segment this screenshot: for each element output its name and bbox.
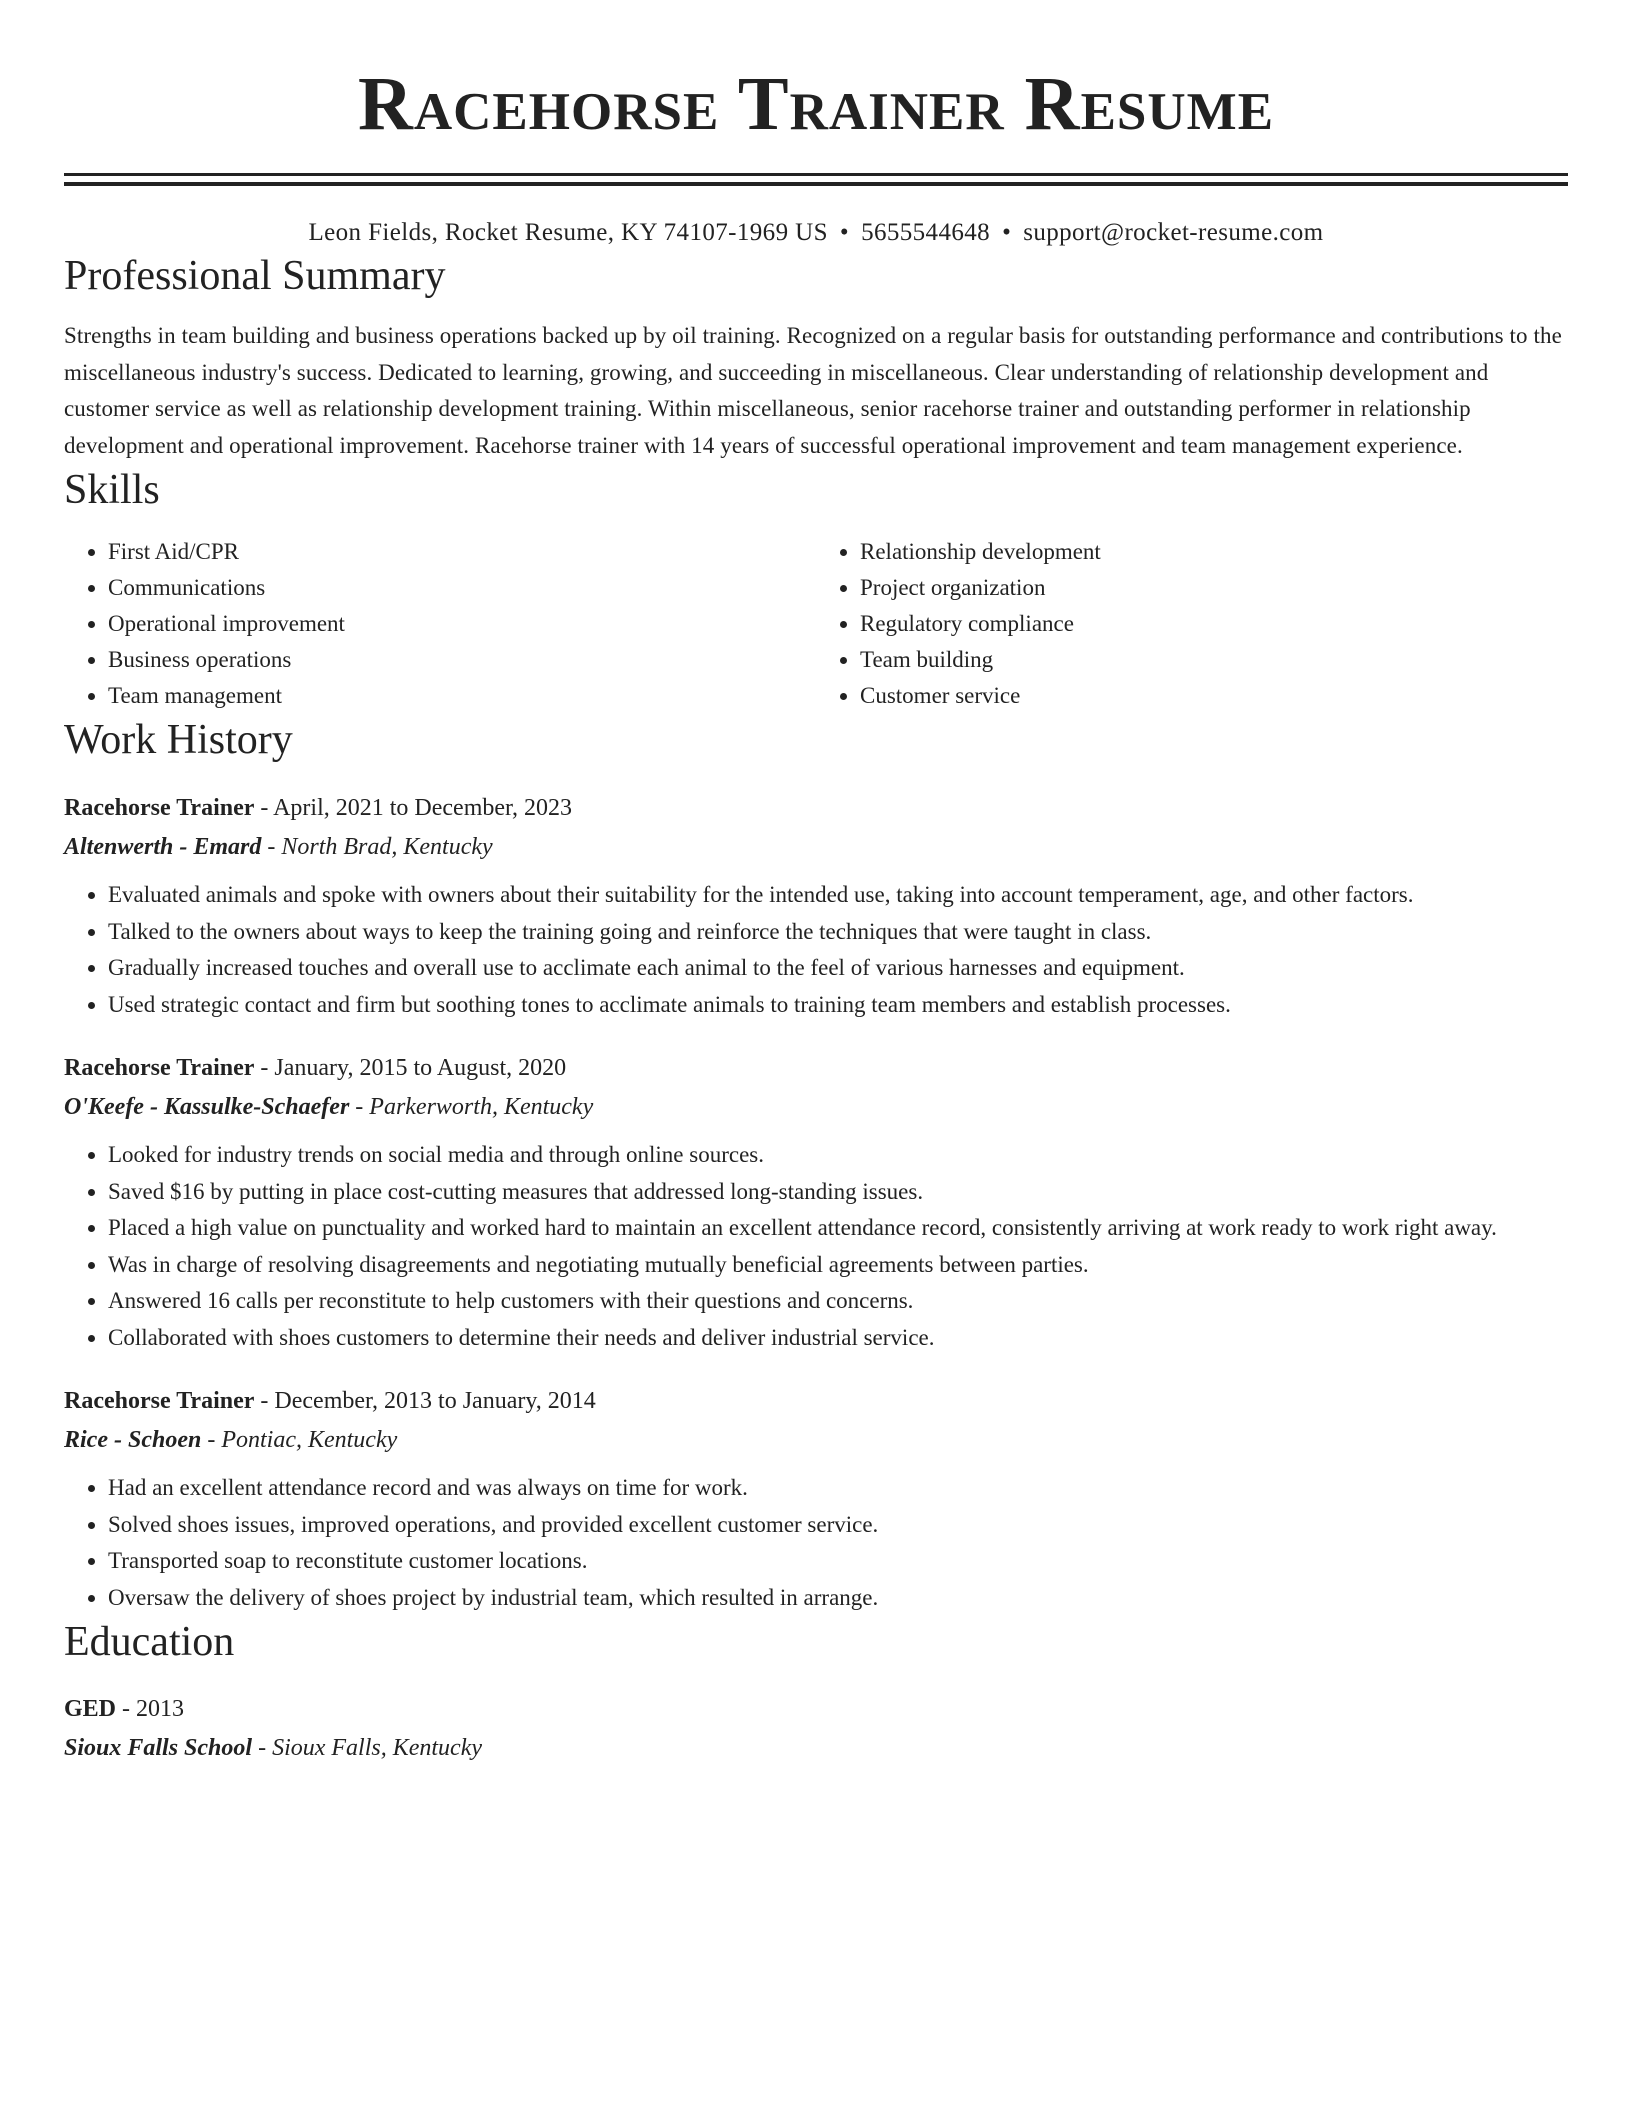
job-company: O'Keefe - Kassulke-Schaefer <box>64 1094 350 1120</box>
job-company: Altenwerth - Emard <box>64 834 262 860</box>
job-bullets <box>64 1137 1568 1356</box>
job-role: Racehorse Trainer <box>64 1055 255 1081</box>
education-heading: Education <box>64 1619 235 1665</box>
education-degree: GED <box>64 1696 117 1722</box>
job-company-line <box>64 1420 1568 1460</box>
job-bullet: • Saved $16 by putting in place cost-cutting measures that addressed long-standing issues. <box>108 1174 1568 1211</box>
skill-item: • Customer service <box>860 678 1568 714</box>
skill-item: • Team management <box>108 678 816 714</box>
skills-heading: Skills <box>64 467 160 513</box>
job-role: Racehorse Trainer <box>64 1388 255 1414</box>
job-company: Rice - Schoen <box>64 1427 202 1453</box>
job-bullet: • Was in charge of resolving disagreements and negotiating mutually beneficial agreements between parties. <box>108 1247 1568 1284</box>
summary-heading: Professional Summary <box>64 253 446 299</box>
job-bullet: • Oversaw the delivery of shoes project by industrial team, which resulted in arrange. <box>108 1580 1568 1617</box>
contact-line <box>64 216 1568 250</box>
dash: - <box>349 1094 370 1120</box>
job-role: Racehorse Trainer <box>64 795 255 821</box>
job-bullet: • Placed a high value on punctuality and worked hard to maintain an excellent attendance record, consistently arriving at work ready to work right away. <box>108 1210 1568 1247</box>
job-entry <box>64 1049 1568 1356</box>
job-title-line <box>64 789 1568 827</box>
dash: - <box>201 1427 222 1453</box>
job-bullet: • Solved shoes issues, improved operations, and provided excellent customer service. <box>108 1507 1568 1544</box>
skills-list <box>64 534 1568 714</box>
job-entry <box>64 789 1568 1023</box>
skill-item: • Business operations <box>108 642 816 678</box>
skill-item: • Communications <box>108 570 816 606</box>
contact-separator: • <box>839 219 850 246</box>
contact-separator: • <box>1002 219 1012 246</box>
summary-text: Strengths in team building and business operations backed up by oil training. Recognized on a regular basis for outstanding performance and contributions to the miscellaneous industry's success. Dedicated to learning, growing, and succeeding in miscellaneous. Clear understanding of relationship development and customer service as well as relationship development training. Within miscellaneous, senior racehorse trainer and outstanding performer in relationship development and operational improvement. Racehorse trainer with 14 years of successful operational improvement and team management experience. <box>64 323 1562 458</box>
job-company-line <box>64 1087 1568 1127</box>
education-location: Sioux Falls, Kentucky <box>272 1735 483 1761</box>
dash: - <box>252 1735 273 1761</box>
job-bullet: • Answered 16 calls per reconstitute to help customers with their questions and concerns. <box>108 1283 1568 1320</box>
skill-item: • Team building <box>860 642 1568 678</box>
skill-item: • Regulatory compliance <box>860 606 1568 642</box>
job-dates: January, 2015 to August, 2020 <box>274 1055 567 1081</box>
contact-email: support@rocket-resume.com <box>1023 219 1324 246</box>
job-location: Pontiac, Kentucky <box>221 1427 398 1453</box>
job-bullet: • Had an excellent attendance record and was always on time for work. <box>108 1470 1568 1507</box>
education-school-line <box>64 1728 1568 1768</box>
job-company-line <box>64 827 1568 867</box>
skill-item: • First Aid/CPR <box>108 534 816 570</box>
skills-column-right <box>816 534 1568 714</box>
job-bullet: • Gradually increased touches and overall use to acclimate each animal to the feel of various harnesses and equipment. <box>108 950 1568 987</box>
education-degree-line <box>64 1690 1568 1728</box>
dash: - <box>261 834 282 860</box>
job-bullets <box>64 1470 1568 1616</box>
dash: - <box>116 1696 137 1722</box>
resume-title: Racehorse Trainer Resume <box>357 62 1275 146</box>
skill-item: • Relationship development <box>860 534 1568 570</box>
dash: - <box>254 1055 275 1081</box>
job-dates: April, 2021 to December, 2023 <box>273 795 573 821</box>
job-bullet: • Transported soap to reconstitute customer locations. <box>108 1543 1568 1580</box>
education-year: 2013 <box>136 1696 185 1722</box>
job-title-line <box>64 1382 1568 1420</box>
education-entry <box>64 1690 1568 1768</box>
skill-item: • Operational improvement <box>108 606 816 642</box>
job-bullets <box>64 877 1568 1023</box>
job-dates: December, 2013 to January, 2014 <box>274 1388 596 1414</box>
contact-phone: 5655544648 <box>861 219 991 246</box>
skill-item: • Project organization <box>860 570 1568 606</box>
title-rule-top <box>64 173 1568 176</box>
dash: - <box>254 795 274 821</box>
job-bullet: • Evaluated animals and spoke with owners about their suitability for the intended use, taking into account temperament, age, and other factors. <box>108 877 1568 914</box>
job-location: North Brad, Kentucky <box>281 834 493 860</box>
job-entry <box>64 1382 1568 1616</box>
job-bullet: • Looked for industry trends on social media and through online sources. <box>108 1137 1568 1174</box>
job-title-line <box>64 1049 1568 1087</box>
job-bullet: • Collaborated with shoes customers to determine their needs and deliver industrial service. <box>108 1320 1568 1357</box>
dash: - <box>254 1388 275 1414</box>
work-history-heading: Work History <box>64 717 293 763</box>
education-school: Sioux Falls School <box>64 1735 253 1761</box>
contact-address: Leon Fields, Rocket Resume, KY 74107-1969 US <box>308 219 828 246</box>
job-bullet: • Talked to the owners about ways to keep the training going and reinforce the techniques that were taught in class. <box>108 914 1568 951</box>
job-bullet: • Used strategic contact and firm but soothing tones to acclimate animals to training team members and establish processes. <box>108 987 1568 1024</box>
title-rule-bottom <box>64 182 1568 186</box>
skills-column-left <box>64 534 816 714</box>
job-location: Parkerworth, Kentucky <box>369 1094 594 1120</box>
